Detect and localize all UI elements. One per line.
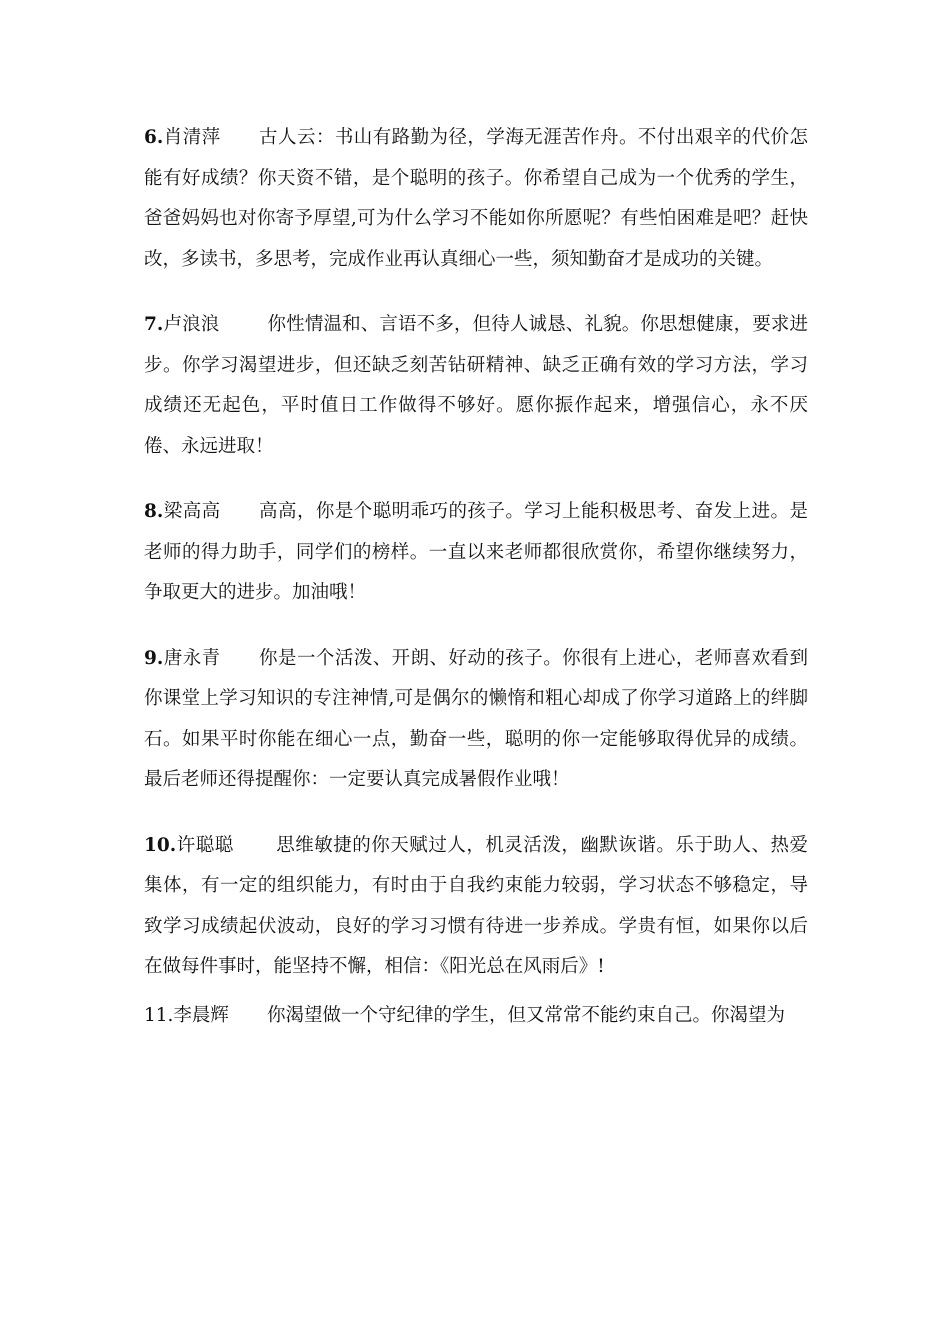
student-name: 肖清萍 — [163, 127, 221, 148]
entry-number: 8. — [144, 501, 164, 522]
document-page — [144, 118, 808, 1036]
comment-text: 你是一个活泼、开朗、好动的孩子。你很有上进心，老师喜欢看到你课堂上学习知识的专注神情,可是偶尔的懒惰和粗心却成了你学习道路上的绊脚石。如果平时你能在细心一点，勤奋一些，聪明的你一定能够取得优异的成绩。最后老师还得提醒你：一定要认真完成暑假作业哦！ — [144, 647, 808, 790]
comment-text: 思维敏捷的你天赋过人，机灵活泼，幽默诙谐。乐于助人、热爱集体，有一定的组织能力，有时由于自我约束能力较弱，学习状态不够稳定，导致学习成绩起伏波动，良好的学习习惯有待进一步养成。学贵有恒，如果你以后在做每件事时，能坚持不懈，相信：《阳光总在风雨后》! — [144, 834, 808, 977]
comment-entry-6 — [144, 118, 808, 280]
comment-text: 高高，你是个聪明乖巧的孩子。学习上能积极思考、奋发上进。是老师的得力助手，同学们的榜样。一直以来老师都很欣赏你，希望你继续努力，争取更大的进步。加油哦！ — [144, 501, 808, 603]
entry-number: 10. — [144, 834, 177, 856]
comment-text: 古人云：书山有路勤为径，学海无涯苦作舟。不付出艰辛的代价怎能有好成绩？你天资不错，是个聪明的孩子。你希望自己成为一个优秀的学生，爸爸妈妈也对你寄予厚望,可为什么学习不能如你所愿呢？有些怕困难是吧？赶快改，多读书，多思考，完成作业再认真细心一些，须知勤奋才是成功的关键。 — [144, 127, 808, 270]
comment-text: 你渴望做一个守纪律的学生，但又常常不能约束自己。你渴望为 — [266, 1004, 785, 1026]
comment-entry-10 — [144, 826, 808, 988]
entry-number: 11. — [144, 1004, 174, 1026]
entry-number: 7. — [144, 314, 164, 335]
comment-text: 你性情温和、言语不多，但待人诚恳、礼貌。你思想健康，要求进步。你学习渴望进步，但还缺乏刻苦钻研精神、缺乏正确有效的学习方法，学习成绩还无起色，平时值日工作做得不够好。愿你振作起来，增强信心，永不厌倦、永远进取！ — [144, 314, 808, 457]
comment-entry-9 — [144, 639, 808, 801]
student-name: 唐永青 — [163, 647, 221, 669]
comment-entry-11 — [144, 996, 808, 1037]
entry-number: 6. — [144, 127, 164, 148]
student-name: 李晨辉 — [173, 1004, 229, 1026]
student-name: 许聪聪 — [176, 834, 234, 856]
student-name: 卢浪浪 — [163, 314, 220, 335]
student-name: 梁高高 — [163, 501, 221, 522]
entry-number: 9. — [144, 647, 164, 669]
comment-entry-7 — [144, 305, 808, 467]
comment-entry-8 — [144, 492, 808, 614]
